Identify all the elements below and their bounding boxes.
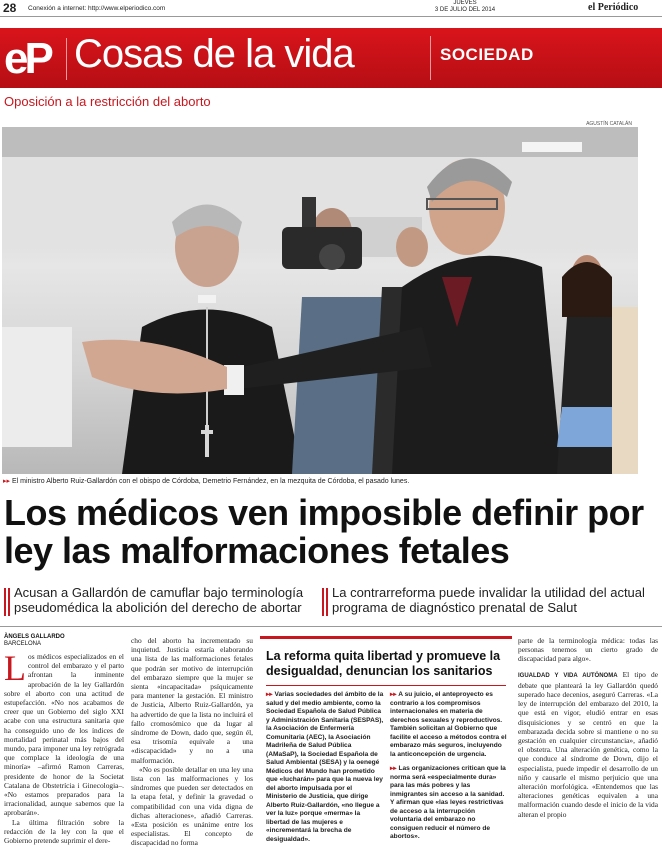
byline-place: BARCELONA <box>4 641 42 647</box>
column-4-text: parte de la terminología médica: todas las personas tenemos un cierto grado de discapacidad para algo». <box>518 636 658 664</box>
section-rule <box>0 626 662 627</box>
page-number: 28 <box>3 1 17 15</box>
section-label: SOCIEDAD <box>440 45 534 64</box>
section-masthead <box>0 28 662 88</box>
masthead-divider <box>66 38 67 80</box>
section-title: Cosas de la vida <box>74 32 354 76</box>
photo-illustration <box>2 127 638 474</box>
box-column-left <box>266 691 384 850</box>
issue-day: JUEVES <box>453 0 477 6</box>
topic-kicker: Oposición a la restricción del aborto <box>4 94 211 109</box>
ep-logo: eP <box>4 34 50 83</box>
column-1-text-2: La última filtración sobre la redacción de la ley con la que el Gobierno pretende suprimir el dere- <box>4 817 124 846</box>
article-column-2 <box>131 636 253 862</box>
headline: Los médicos ven imposible definir por ley las malformaciones fetales <box>4 492 644 571</box>
caption-text: El ministro Alberto Ruiz-Gallardón con el obispo de Córdoba, Demetrio Fernández, en la mezquita de Córdoba, el pasado lunes. <box>11 478 410 485</box>
news-photo <box>2 127 638 474</box>
article-column-4 <box>518 636 658 862</box>
column-4-subtitle: IGUALDAD Y VIDA AUTÓNOMA <box>518 672 618 679</box>
page-header-bar <box>0 0 662 17</box>
newspaper-brand: el Periódico <box>588 2 639 13</box>
box-paragraph: Las organizaciones critican que la norma será «especialmente dura» para las más pobres y las inmigrantes sin acceso a la sanidad. Y afirman que «las leyes restrictivas de acceso a la interrupción voluntaria del embarazo no consiguen reducir el número de abortos». <box>390 765 506 840</box>
subhead-marker-2 <box>322 588 328 616</box>
byline-author: ÀNGELS GALLARDO <box>4 634 65 640</box>
column-4-text-2: El tipo de debate que planteará la ley Gallardón quedó superado hace decenios, aseguró Carreras. «La ley de interrupción del embarazo del 2010, la que está en vigor, eludió entrar en esas disquisiciones y se centró en que la embarazada decida sobre si mantiene o no su gestación en cualquier circunstancia», añadió el obstetra. Una alteración genética, como la que conduce al síndrome de Down, dijo el especialista, puede impedir el desarrollo de un niño y causarle el mismo perjuicio que una alteración morfológica. «Entendemos que las alteraciones genéticas equivalen a una malformación cuando desde el inicio de la vida alteran el propio <box>518 669 658 819</box>
sidebar-box <box>260 636 512 860</box>
box-paragraph: Varias sociedades del ámbito de la salud y del medio ambiente, como la Sociedad Española de Salud Pública y Administración Sanitaria (SESPAS), la Asociación de Enfermería Comunitaria (AEC), la Asociación Madrileña de Salud Pública (AMaSaP), la Sociedad Española de Salud Ambiental (SESA) y la oenegé Médicos del Mundo han prometido que «lucharán» para que la nueva ley del aborto impulsada por el Ministerio de Justicia, que dirige Alberto Ruiz-Gallardón, «no llegue a ver la luz» porque «merma» la libertad de las mujeres e «incrementará la brecha de desigualdad». <box>266 691 384 843</box>
column-2-text-2: «No es posible detallar en una ley una lista con las malformaciones y los síndromes que pueden ser detectados en la etapa fetal, y definir la gravedad o compatibilidad con una vida digna de dichas alteraciones», añadió Carreras. «Esta posición es unánime entre los especialistas. El concepto de discapacidad no forma <box>131 764 253 848</box>
caption-arrow-icon: ▸▸ <box>3 478 11 485</box>
box-column-right <box>390 691 508 848</box>
masthead-divider-right <box>430 36 431 80</box>
column-2-text: cho del aborto ha incrementado su inquietud. Justicia estaría elaborando una lista de las malformaciones fetales que podrán ser motivo de interrupción del embarazo siempre que la mujer se sienta «incapacitada» psíquicamente para mantener la gestación. El ministro de Justicia, Alberto Ruiz-Gallardón, ya ha advertido de que la lista no incluirá el fallo cromosómico que da lugar al síndrome de Down, dado que, según él, esa trisomía equivale a una «discapacidad» y no a una malformación. <box>131 636 253 765</box>
issue-date-text: 3 DE JULIO DEL 2014 <box>434 7 496 13</box>
article-column-1 <box>4 652 124 862</box>
subhead-2: La contrarreforma puede invalidar la utilidad del actual programa de diagnóstico prenatal de Salut <box>332 585 645 615</box>
arrow-icon: ▸▸ <box>266 691 275 698</box>
subhead-1: Acusan a Gallardón de camuflar bajo terminología pseudomédica la abolición del derecho de abortar <box>14 585 304 615</box>
arrow-icon: ▸▸ <box>390 691 399 698</box>
dropcap: L <box>4 652 26 688</box>
box-title: La reforma quita libertad y promueve la desigualdad, denuncian los sanitarios <box>266 649 501 678</box>
box-rule <box>266 685 506 686</box>
photo-credit: AGUSTÍN CATALÁN <box>586 121 632 127</box>
column-1-text: os médicos especializados en el control del embarazo y el parto afrontan la inminente aprobación de la ley Gallardón sobre el aborto con una actitud de estupefacción. «No nos acabamos de creer que un Gobierno del siglo XXI acabe con una estructura sanitaria que ha conseguido uno de los índices de mortalidad perinatal más bajos del mundo, para imponer una ley retrógrada que complace la ideología de una minoría» –afirmó Ramon Carreras, presidente de honor de la Societat Catalana de Obstetrícia i Ginecologia–. «No estamos preparados para la irracionalidad, aunque sabemos que la aprobarán». <box>4 652 124 818</box>
subhead-marker-1 <box>4 588 10 616</box>
photo-caption <box>3 477 409 485</box>
arrow-icon: ▸▸ <box>390 765 399 772</box>
box-paragraph: A su juicio, el anteproyecto es contrario a los compromisos internacionales en materia de derechos sexuales y reproductivos. También solicitan al Gobierno que facilite el acceso a métodos contra el embarazo más seguros, incluyendo la anticoncepción de urgencia. <box>390 691 507 758</box>
issue-date <box>420 0 510 14</box>
connection-line: Conexión a internet: http://www.elperiodico.com <box>28 5 166 12</box>
byline <box>4 634 65 648</box>
